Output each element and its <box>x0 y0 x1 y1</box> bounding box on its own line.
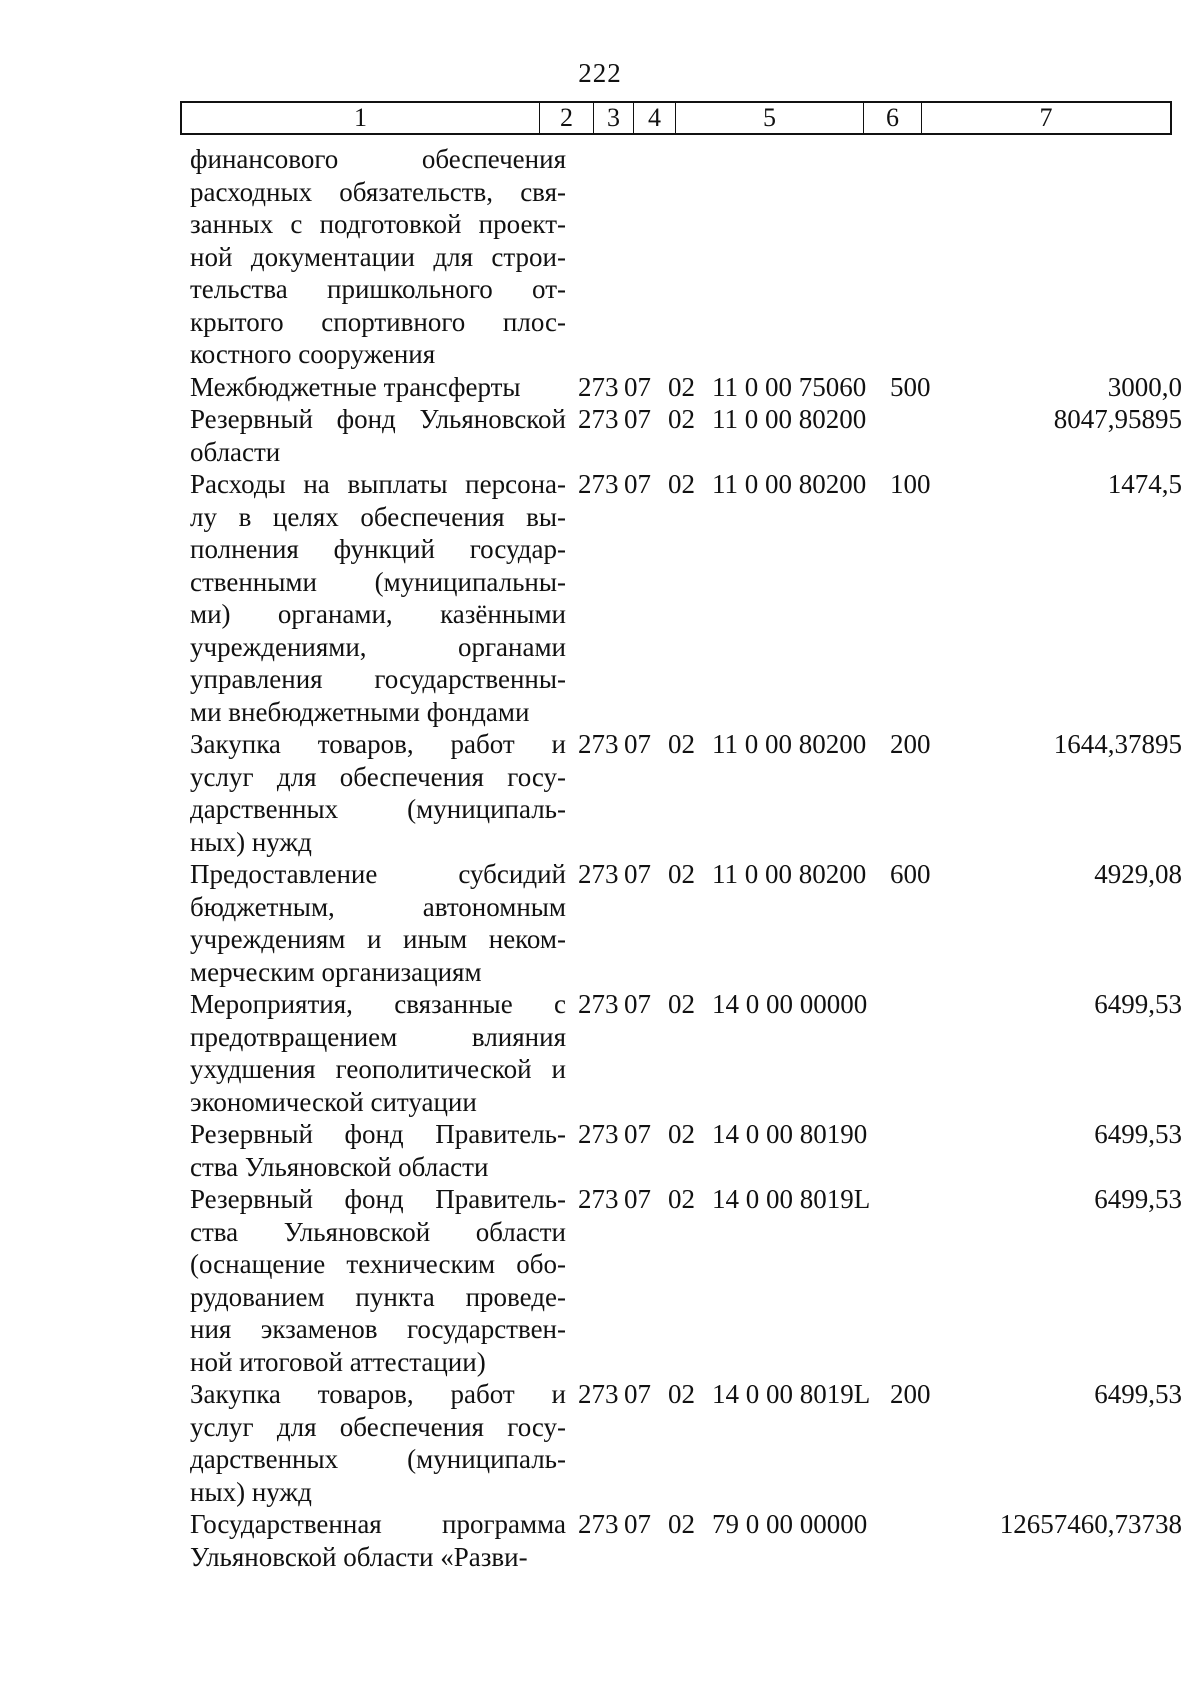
description-line: Ульяновской области «Разви- <box>190 1541 528 1572</box>
row-description <box>190 1378 566 1508</box>
code-ministry-cell: 273 <box>578 371 619 402</box>
code-ministry-cell: 273 <box>578 469 619 499</box>
table-row <box>190 1183 1190 1378</box>
header-col-5: 5 <box>676 103 864 133</box>
code-ministry-cell: 273 <box>578 729 619 759</box>
code-subsection-cell: 02 <box>668 1119 695 1149</box>
code-target-cell: 14 0 00 8019L <box>712 1184 871 1214</box>
description-line: костного сооружения <box>190 339 436 369</box>
description-line: лу в целях обеспечения вы- <box>190 501 566 532</box>
description-line: ной документации для строи- <box>190 241 566 272</box>
header-col-2: 2 <box>540 103 594 133</box>
row-description <box>190 728 566 858</box>
code-section-cell: 07 <box>624 1184 651 1214</box>
amount-cell: 4929,08 <box>1094 859 1182 889</box>
code-expense-type-cell: 100 <box>890 469 931 499</box>
description-line: ства Ульяновской области <box>190 1216 566 1247</box>
description-line: расходных обязательств, свя- <box>190 176 566 207</box>
description-line: предотвращением влияния <box>190 1021 566 1052</box>
description-line: финансового обеспечения <box>190 144 566 174</box>
table-row <box>190 728 1190 858</box>
code-section-cell: 07 <box>624 404 651 434</box>
description-line: Предоставление субсидий <box>190 859 566 889</box>
description-line: Межбюджетные трансферты <box>190 371 521 402</box>
row-description <box>190 403 566 468</box>
code-ministry-cell: 273 <box>578 1119 619 1149</box>
table-row <box>190 403 1190 468</box>
code-target-cell: 11 0 00 80200 <box>712 859 867 889</box>
code-subsection-cell: 02 <box>668 1184 695 1214</box>
table-row <box>190 468 1190 728</box>
table-row <box>190 1508 1190 1573</box>
code-ministry-cell: 273 <box>578 1379 619 1409</box>
code-target-cell: 14 0 00 8019L <box>712 1379 871 1409</box>
amount-cell: 8047,95895 <box>1053 404 1182 434</box>
amount-cell: 3000,0 <box>1107 371 1182 402</box>
table-row <box>190 1118 1190 1183</box>
row-description <box>190 1183 566 1378</box>
code-section-cell: 07 <box>624 989 651 1019</box>
description-line: Резервный фонд Правитель- <box>190 1119 566 1149</box>
table-row <box>190 143 1190 371</box>
header-col-7: 7 <box>1039 103 1053 132</box>
description-line: ной итоговой аттестации) <box>190 1346 486 1377</box>
code-subsection-cell: 02 <box>668 371 695 402</box>
row-description <box>190 1118 566 1183</box>
description-line: бюджетным, автономным <box>190 891 566 922</box>
code-target-cell: 79 0 00 00000 <box>712 1509 868 1539</box>
description-line: услуг для обеспечения госу- <box>190 761 566 792</box>
code-subsection-cell: 02 <box>668 859 695 889</box>
description-line: области <box>190 436 281 467</box>
description-line: ства Ульяновской области <box>190 1151 489 1182</box>
description-line: ми) органами, казёнными <box>190 599 566 629</box>
description-line: учреждениями, органами <box>190 631 566 662</box>
code-ministry-cell: 273 <box>578 989 619 1019</box>
row-description <box>190 988 566 1118</box>
description-line: полнения функций государ- <box>190 534 566 564</box>
description-line: ми внебюджетными фондами <box>190 696 530 727</box>
amount-cell: 6499,53 <box>1094 1119 1182 1149</box>
amount-cell: 1644,37895 <box>1053 729 1182 759</box>
table-row <box>190 858 1190 988</box>
row-description <box>190 468 566 728</box>
description-line: Государственная программа <box>190 1509 566 1539</box>
code-target-cell: 14 0 00 00000 <box>712 989 868 1019</box>
description-line: учреждениям и иным неком- <box>190 924 566 954</box>
description-line: рудованием пункта проведе- <box>190 1281 566 1312</box>
code-expense-type-cell: 200 <box>890 729 931 759</box>
code-target-cell: 14 0 00 80190 <box>712 1119 868 1149</box>
code-target-cell: 11 0 00 80200 <box>712 469 867 499</box>
amount-cell: 6499,53 <box>1094 1379 1182 1409</box>
code-section-cell: 07 <box>624 469 651 499</box>
row-description <box>190 1508 566 1573</box>
description-line: Резервный фонд Ульяновской <box>190 404 566 434</box>
header-col-4: 4 <box>634 103 676 133</box>
description-line: управления государственны- <box>190 664 566 694</box>
description-line: мерческим организациям <box>190 956 482 987</box>
description-line: Мероприятия, связанные с <box>190 989 566 1019</box>
description-line: ных) нужд <box>190 826 312 857</box>
code-ministry-cell: 273 <box>578 404 619 434</box>
description-line: ственными (муниципальны- <box>190 566 566 597</box>
table-row <box>190 988 1190 1118</box>
header-col-3: 3 <box>594 103 634 133</box>
table-row <box>190 1378 1190 1508</box>
description-line: дарственных (муниципаль- <box>190 1444 566 1474</box>
code-expense-type-cell: 500 <box>890 371 931 402</box>
code-ministry-cell: 273 <box>578 1509 619 1539</box>
description-line: Закупка товаров, работ и <box>190 729 566 759</box>
code-section-cell: 07 <box>624 1509 651 1539</box>
description-line: Закупка товаров, работ и <box>190 1379 566 1409</box>
code-expense-type-cell: 200 <box>890 1379 931 1409</box>
code-section-cell: 07 <box>624 729 651 759</box>
description-line: услуг для обеспечения госу- <box>190 1411 566 1442</box>
description-line: ухудшения геополитической и <box>190 1054 566 1084</box>
code-ministry-cell: 273 <box>578 859 619 889</box>
description-line: тельства пришкольного от- <box>190 274 566 304</box>
table-body <box>190 143 1190 1573</box>
code-subsection-cell: 02 <box>668 1509 695 1539</box>
row-description <box>190 143 566 371</box>
code-subsection-cell: 02 <box>668 989 695 1019</box>
row-description <box>190 371 566 404</box>
code-target-cell: 11 0 00 80200 <box>712 404 867 434</box>
amount-cell: 6499,53 <box>1094 1184 1182 1214</box>
code-target-cell: 11 0 00 80200 <box>712 729 867 759</box>
page-number: 222 <box>578 58 622 88</box>
description-line: экономической ситуации <box>190 1086 477 1117</box>
header-col-6: 6 <box>864 103 922 133</box>
code-subsection-cell: 02 <box>668 404 695 434</box>
description-line: Расходы на выплаты персона- <box>190 469 566 499</box>
code-target-cell: 11 0 00 75060 <box>712 371 867 402</box>
code-section-cell: 07 <box>624 1379 651 1409</box>
row-description <box>190 858 566 988</box>
description-line: Резервный фонд Правитель- <box>190 1184 566 1214</box>
amount-cell: 12657460,73738 <box>999 1509 1182 1539</box>
code-section-cell: 07 <box>624 371 651 402</box>
amount-cell: 6499,53 <box>1094 989 1182 1019</box>
table-row <box>190 371 1190 404</box>
code-section-cell: 07 <box>624 1119 651 1149</box>
description-line: ных) нужд <box>190 1476 312 1507</box>
code-expense-type-cell: 600 <box>890 859 931 889</box>
code-subsection-cell: 02 <box>668 729 695 759</box>
amount-cell: 1474,5 <box>1107 469 1182 499</box>
description-line: (оснащение техническим обо- <box>190 1249 566 1279</box>
description-line: дарственных (муниципаль- <box>190 794 566 824</box>
table-header <box>180 101 1172 135</box>
code-ministry-cell: 273 <box>578 1184 619 1214</box>
description-line: крытого спортивного плос- <box>190 306 566 337</box>
header-col-1: 1 <box>182 103 540 133</box>
description-line: ния экзаменов государствен- <box>190 1314 566 1344</box>
code-subsection-cell: 02 <box>668 469 695 499</box>
description-line: занных с подготовкой проект- <box>190 209 566 239</box>
code-subsection-cell: 02 <box>668 1379 695 1409</box>
code-section-cell: 07 <box>624 859 651 889</box>
